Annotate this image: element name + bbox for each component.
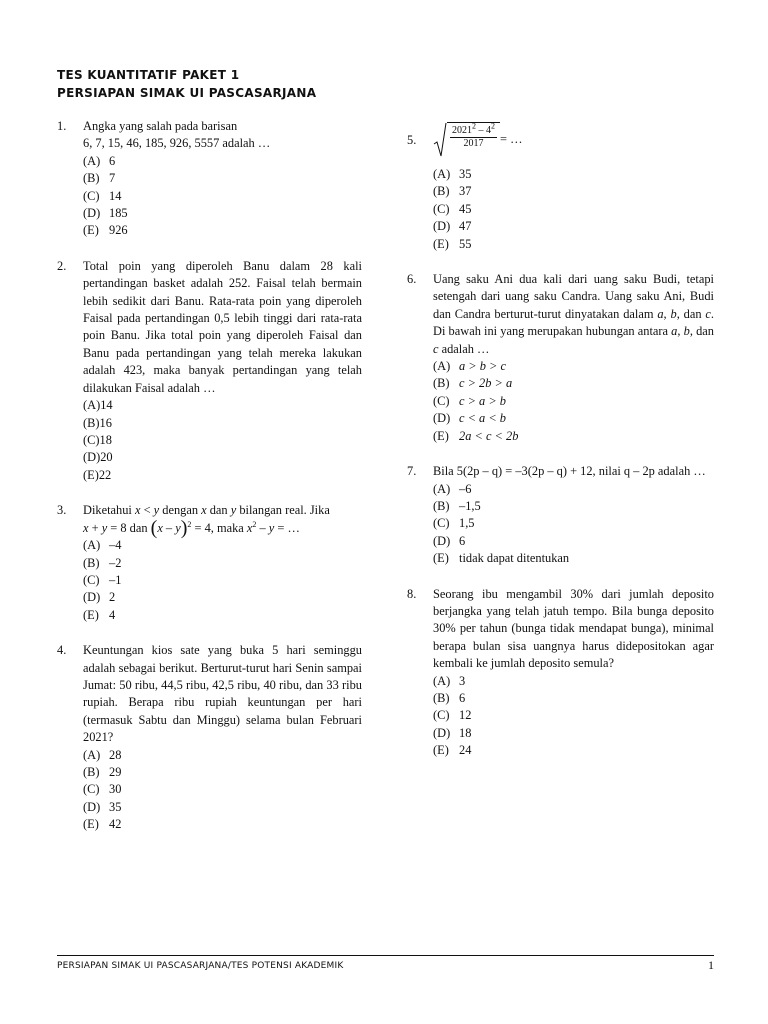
option-e <box>83 816 362 833</box>
option-a <box>83 537 362 554</box>
option-label: (B) <box>83 415 100 430</box>
question-text: Uang saku Ani dua kali dari uang saku Budi, tetapi setengah dari uang saku Candra. Uang saku Ani, Budi dan Candra berturut-turut dinyatakan dalam a, b, dan c. Di bawah ini yang merupakan hubungan antara a, b, dan c adalah … <box>433 272 714 356</box>
option-label: (C) <box>433 516 450 531</box>
options <box>433 166 714 253</box>
option-c <box>83 572 362 589</box>
option-text: 18 <box>459 725 472 740</box>
question-number: 1. <box>57 119 67 133</box>
option-label: (C) <box>83 573 100 587</box>
option-c <box>83 188 362 205</box>
option-label: (E) <box>83 223 99 238</box>
question-number: 7. <box>407 464 417 479</box>
option-label: (C) <box>433 393 450 408</box>
option-text: 42 <box>109 817 122 832</box>
option-text: 35 <box>109 799 122 814</box>
options <box>433 481 714 568</box>
radical-sign-icon <box>433 122 447 158</box>
header-title: TES KUANTITATIF PAKET 1 <box>57 68 240 82</box>
option-label: (C) <box>433 708 450 723</box>
option-text: 37 <box>459 184 472 199</box>
option-text: a > b > c <box>459 359 507 374</box>
question-text: Total poin yang diperoleh Banu dalam 28 kali pertandingan basket adalah 252. Faisal telah bermain lebih sedikit dari Banu. Rata-rata poin yang diperoleh Faisal pada pertandingan 0,5 lebih tinggi dari rata-rata poin Banu. Jika total poin yang diperoleh Faisal dan Banu pada pertandingan yang telah mereka lakukan adalah 423, maka banyak pertandingan yang telah dilakukan Faisal adalah … <box>83 258 362 395</box>
option-text: 45 <box>459 201 472 216</box>
option-label: (E) <box>433 428 449 443</box>
question-text: Angka yang salah pada barisan <box>83 119 238 133</box>
option-label: (C) <box>83 782 100 797</box>
options <box>83 747 362 834</box>
question-number: 6. <box>407 272 417 287</box>
page-number: 1 <box>708 958 714 972</box>
footer-text: PERSIAPAN SIMAK UI PASCASARJANA/TES POTENSI AKADEMIK <box>57 961 344 971</box>
option-text: 1,5 <box>459 516 475 531</box>
option-text: c > 2b > a <box>459 376 513 391</box>
option-e <box>433 236 714 253</box>
option-text: –1 <box>109 573 122 587</box>
option-d <box>433 218 714 235</box>
fraction-denominator: 2017 <box>463 138 484 149</box>
question-number: 2. <box>57 258 67 273</box>
option-label: (D) <box>83 450 101 465</box>
option-label: (A) <box>433 673 451 688</box>
option-label: (A) <box>83 153 101 168</box>
question-5 <box>407 118 714 160</box>
option-text: 29 <box>109 765 122 780</box>
options <box>83 397 362 484</box>
option-text: 16 <box>99 415 112 430</box>
option-text: –2 <box>109 555 122 570</box>
option-text: 12 <box>459 708 472 723</box>
option-d <box>83 799 362 816</box>
option-b <box>83 764 362 781</box>
option-text: 55 <box>459 236 472 251</box>
option-d <box>433 410 714 427</box>
option-a <box>83 747 362 764</box>
option-label: (A) <box>433 481 451 496</box>
option-label: (A) <box>83 538 101 553</box>
options <box>433 673 714 760</box>
question-text: Diketahui x < y dengan x dan y bilangan real. Jika <box>83 503 330 518</box>
option-c <box>83 432 362 449</box>
option-b <box>433 375 714 392</box>
fraction-numerator: $2021^2 - 4^2$ <box>452 121 495 136</box>
option-text: –4 <box>109 538 122 553</box>
question-number: 4. <box>57 643 67 658</box>
option-b <box>433 183 714 200</box>
question-6 <box>407 271 714 445</box>
option-b <box>83 170 362 187</box>
option-e <box>433 550 714 567</box>
left-column <box>57 118 362 834</box>
option-label: (B) <box>83 555 100 570</box>
option-text: tidak dapat ditentukan <box>459 551 570 566</box>
option-label: (A) <box>83 747 101 762</box>
option-text: 28 <box>109 747 122 762</box>
option-d <box>433 725 714 742</box>
option-label: (B) <box>83 765 100 780</box>
option-e <box>83 467 362 484</box>
square-root <box>433 122 500 158</box>
right-column <box>407 118 714 760</box>
option-d <box>83 589 362 606</box>
option-b <box>83 415 362 432</box>
option-label: (E) <box>433 551 449 566</box>
option-label: (C) <box>83 188 100 203</box>
option-label: (E) <box>83 607 99 622</box>
formula-tail: = … <box>500 132 523 147</box>
option-label: (E) <box>83 467 99 482</box>
option-a <box>433 358 714 375</box>
option-e <box>433 742 714 759</box>
question-4 <box>57 642 362 833</box>
option-text: 2 <box>109 590 116 605</box>
option-text: –1,5 <box>459 498 481 513</box>
question-number: 3. <box>57 503 67 518</box>
option-label: (E) <box>433 236 449 251</box>
fraction <box>447 122 500 158</box>
option-d <box>83 205 362 222</box>
option-c <box>433 515 714 532</box>
question-formula: x + y = 8 dan (x – y)$^2$ = 4, maka $x^2$ – y = … <box>83 517 300 540</box>
option-label: (A) <box>433 359 451 374</box>
question-text: 6, 7, 15, 46, 185, 926, 5557 adalah … <box>83 136 271 151</box>
options <box>433 358 714 445</box>
option-b <box>433 690 714 707</box>
question-text: Keuntungan kios sate yang buka 5 hari seminggu adalah sebagai berikut. Berturut-turut hari Senin sampai Jumat: 50 ribu, 44,5 ribu, 42,5 ribu, 40 ribu, dan 33 ribu rupiah. Berapa ribu rupiah keuntungan per hari (termasuk Sabtu dan Minggu) selama bulan Februari 2021? <box>83 643 362 745</box>
option-d <box>83 449 362 466</box>
option-text: c < a < b <box>459 411 507 426</box>
option-text: 24 <box>459 743 472 758</box>
option-text: –6 <box>459 481 472 496</box>
option-text: 6 <box>459 690 466 705</box>
option-e <box>83 607 362 624</box>
option-label: (C) <box>83 432 100 447</box>
option-label: (A) <box>83 398 101 413</box>
option-label: (B) <box>433 690 450 705</box>
footer-divider <box>57 955 714 956</box>
option-label: (A) <box>433 167 451 181</box>
option-a <box>433 481 714 498</box>
option-a <box>83 397 362 414</box>
option-text: 14 <box>100 398 113 413</box>
option-text: 7 <box>109 171 116 186</box>
option-text: 6 <box>109 153 116 168</box>
question-text: Bila 5(2p – q) = –3(2p – q) + 12, nilai q – 2p adalah … <box>433 464 706 479</box>
option-label: (D) <box>83 206 101 221</box>
options <box>83 537 362 624</box>
option-label: (B) <box>433 376 450 391</box>
option-text: 2a < c < 2b <box>459 428 519 443</box>
option-label: (D) <box>433 219 451 234</box>
option-text: 35 <box>459 167 472 181</box>
option-text: c > a > b <box>459 393 507 408</box>
question-number: 5. <box>407 133 417 147</box>
option-c <box>83 781 362 798</box>
option-label: (B) <box>83 171 100 186</box>
option-text: 6 <box>459 533 466 548</box>
options <box>83 153 362 240</box>
option-e <box>83 222 362 239</box>
option-label: (B) <box>433 498 450 513</box>
option-a <box>83 153 362 170</box>
option-label: (D) <box>83 799 101 814</box>
option-text: 3 <box>459 673 466 688</box>
option-label: (D) <box>433 411 451 426</box>
option-label: (E) <box>83 817 99 832</box>
option-text: 30 <box>109 782 122 797</box>
question-2 <box>57 258 362 484</box>
question-3 <box>57 502 362 624</box>
option-a <box>433 673 714 690</box>
option-label: (B) <box>433 184 450 199</box>
option-c <box>433 707 714 724</box>
option-label: (D) <box>433 725 451 740</box>
option-d <box>433 533 714 550</box>
option-c <box>433 393 714 410</box>
option-text: 926 <box>109 223 128 238</box>
header-subtitle: PERSIAPAN SIMAK UI PASCASARJANA <box>57 86 317 100</box>
option-e <box>433 428 714 445</box>
option-label: (D) <box>433 533 451 548</box>
option-text: 185 <box>109 206 128 221</box>
option-b <box>433 498 714 515</box>
option-label: (C) <box>433 201 450 216</box>
question-7 <box>407 463 714 567</box>
question-number: 8. <box>407 586 417 601</box>
option-c <box>433 201 714 218</box>
question-8 <box>407 586 714 760</box>
question-5-options <box>407 166 714 253</box>
option-text: 4 <box>109 607 116 622</box>
option-text: 20 <box>100 450 113 465</box>
question-1 <box>57 118 362 240</box>
question-formula <box>433 122 522 158</box>
option-text: 18 <box>99 432 112 447</box>
option-label: (D) <box>83 590 101 605</box>
option-b <box>83 555 362 572</box>
option-label: (E) <box>433 743 449 758</box>
option-text: 14 <box>109 188 122 203</box>
option-text: 22 <box>98 467 112 482</box>
option-text: 47 <box>459 219 472 234</box>
question-text: Seorang ibu mengambil 30% dari jumlah deposito berjangka yang telah jatuh tempo. Bila bunga deposito 30% per tahun (bunga tidak mendapat bunga), minimal berapa bulan sisa uangnya harus didepositokan agar kembali ke jumlah deposito semula? <box>433 586 714 671</box>
document-header <box>57 66 316 102</box>
option-a <box>433 166 714 183</box>
